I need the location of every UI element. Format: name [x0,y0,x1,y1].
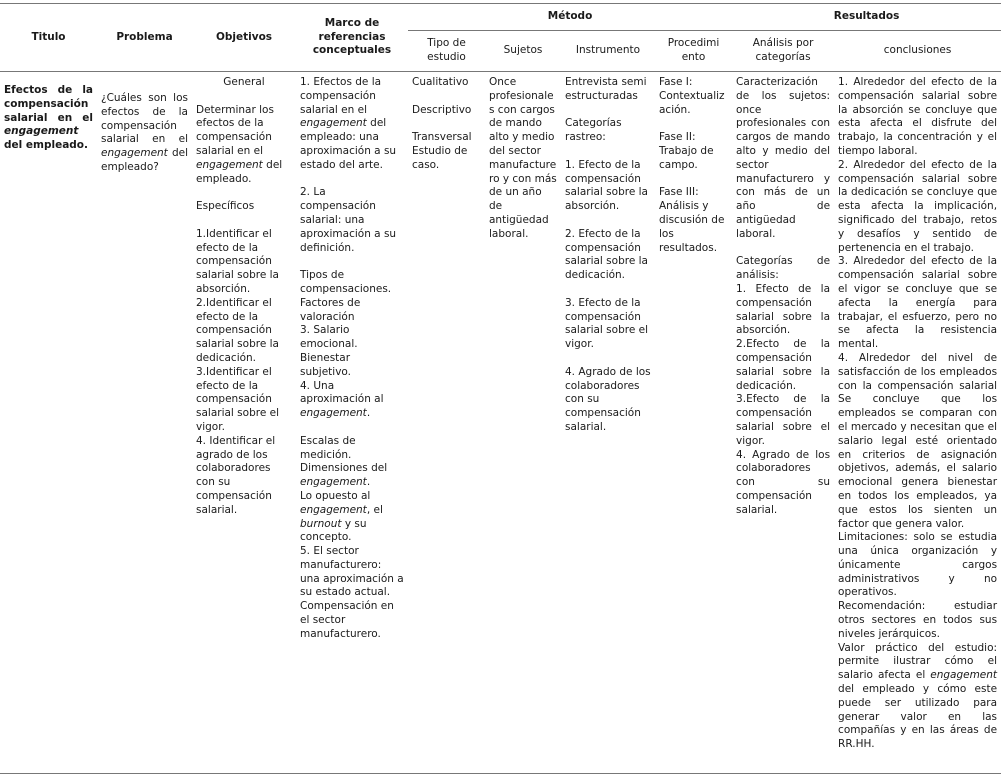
cell-paragraph [101,92,188,175]
italic-term: engagement [300,407,367,420]
paragraph-spacer [196,186,292,200]
cell-paragraph: 3. Alrededor del efecto de la compensación salarial sobre el vigor se concluye que se afecta la energía para trabajar, el esfuerzo, pero no se afecta la resistencia mental. [838,255,998,351]
header-resultados: Resultados [732,4,1001,31]
cell-paragraph: Factores de valoración [300,296,361,323]
text-segment: del empleado? [101,147,188,173]
paragraph-spacer [300,255,404,269]
cell-paragraph [300,462,404,490]
italic-term: engagement [101,147,168,160]
text-segment: del empleado. [196,158,283,185]
cell-sujetos [485,72,561,774]
header-procedimiento: Procedimi ento [655,31,732,72]
header-conclusiones: conclusiones [834,31,1001,72]
text-segment: del empleado: una aproximación a su estado del arte. [300,117,397,171]
cell-paragraph: 4. Agrado de los colaboradores con su compensación salarial. [736,448,831,516]
cell-paragraph: 1. Efecto de la compensación salarial sobre la absorción. [736,282,831,337]
cell-paragraph: 1. Alrededor del efecto de la compensación salarial sobre la absorción se concluye que esta afecta el disfrute del trabajo, la concentración y el tiempo laboral. [838,76,998,157]
paragraph-spacer [565,145,651,159]
cell-paragraph: Entrevista semi estructuradas [565,76,647,102]
paragraph-spacer [659,173,728,187]
cell-paragraph: 5. El sector manufacturero: una aproximación a su estado actual. [300,545,404,599]
header-analisis: Análisis por categorías [732,31,834,72]
text-segment: 1. Efectos de la compensación salarial en el [300,76,382,116]
header-titulo: Titulo [0,4,97,72]
cell-titulo [0,72,97,774]
cell-paragraph: 2.Efecto de la compensación salarial sobre la dedicación. [736,338,831,392]
cell-paragraph: 2. La compensación salarial: una aproximación a su definición. [300,186,397,254]
text-segment: . [366,407,371,420]
cell-paragraph: Transversal [412,131,472,144]
italic-term: engagement [300,117,367,130]
cell-paragraph [838,642,997,752]
cell-paragraph: 3.Efecto de la compensación salarial sobre el vigor. [736,393,831,447]
cell-paragraph: Tipos de compensaciones. [300,269,392,295]
italic-term: engagement [930,669,998,682]
header-instrumento: Instrumento [561,31,655,72]
cell-paragraph: Limitaciones: solo se estudia una única organización y únicamente cargos administrativos y no operativos. [838,531,998,599]
cell-paragraph: Fase III: Análisis y discusión de los resultados. [659,186,725,254]
cell-paragraph [300,380,404,421]
text-segment: Efectos de la compensación salarial en el [4,84,93,124]
table-row [0,72,1001,774]
cell-paragraph: 1.Identificar el efecto de la compensación salarial sobre la absorción. [196,227,279,295]
paragraph-spacer [412,90,481,104]
text-segment: . [366,476,371,489]
paragraph-spacer [565,352,651,366]
cell-conclusiones [834,72,1001,774]
paragraph-spacer [565,104,651,118]
cell-paragraph [4,84,93,153]
cell-paragraph: 2.Identificar el efecto de la compensación salarial sobre la dedicación. [196,296,279,364]
italic-term: engagement [300,476,367,489]
cell-paragraph: 2. Efecto de la compensación salarial sobre la dedicación. [565,227,648,282]
italic-term: engagement [300,503,367,516]
text-segment: del empleado y cómo este puede ser utilizado para generar valor en las compañías y en las áreas de RR.HH. [838,683,998,751]
cell-paragraph: 4. Agrado de los colaboradores con su compensación salarial. [565,365,651,433]
cell-marco [296,72,408,774]
cell-paragraph: Recomendación: estudiar otros sectores en todos sus niveles jerárquicos. [838,600,998,640]
cell-paragraph: Específicos [196,200,255,213]
cell-objetivos [192,72,296,774]
cell-paragraph [196,104,292,187]
cell-analisis [732,72,834,774]
cell-paragraph: Estudio de caso. [412,144,468,171]
text-segment: del empleado. [4,139,88,152]
italic-term: engagement [196,158,263,171]
cell-paragraph: Fase II: Trabajo de campo. [659,131,714,171]
cell-paragraph: 3. Efecto de la compensación salarial sobre el vigor. [565,296,649,351]
cell-paragraph: 4. Identificar el agrado de los colaboradores con su compensación salarial. [196,434,276,516]
text-segment: 4. Una aproximación al [300,379,384,406]
cell-paragraph: Cualitativo [412,76,469,88]
cell-paragraph: Descriptivo [412,103,472,116]
paragraph-spacer [412,117,481,131]
header-sujetos: Sujetos [485,31,561,72]
cell-paragraph: Caracterización de los sujetos: once profesionales con cargos de mando alto y medio del sector manufacturero y con más de un año de antigüedad laboral. [736,76,831,240]
cell-paragraph: 1. Efecto de la compensación salarial sobre la absorción. [565,158,648,213]
paragraph-spacer [736,242,830,256]
paragraph-spacer [565,283,651,297]
text-segment: , el [366,503,383,516]
cell-paragraph: 3. Salario emocional. [300,324,358,351]
text-segment: Valor práctico del estudio: permite ilustrar cómo el salario afecta el [838,641,998,682]
paragraph-spacer [196,90,292,104]
cell-paragraph: Once profesionales con cargos de mando alto y medio del sector manufacturero y con más de un año de antigüedad laboral. [489,76,557,240]
paragraph-spacer [300,421,404,435]
text-segment: Dimensiones del [300,462,388,475]
cell-paragraph [300,490,404,545]
cell-problema [97,72,192,774]
text-segment: y su concepto. [300,517,367,544]
cell-paragraph: Bienestar subjetivo. [300,351,351,378]
paragraph-spacer [196,214,292,228]
paragraph-spacer [565,214,651,228]
cell-paragraph: 3.Identificar el efecto de la compensación salarial sobre el vigor. [196,365,280,433]
header-metodo: Método [408,4,732,31]
italic-term: engagement [4,125,79,138]
cell-paragraph: Fase I: Contextualización. [659,76,725,116]
text-segment: Determinar los efectos de la compensación salarial en el [196,103,274,157]
cell-paragraph: Escalas de medición. [300,434,356,461]
cell-tipo-estudio [408,72,485,774]
cell-paragraph [300,76,404,173]
header-tipo-estudio: Tipo de estudio [408,31,485,72]
cell-procedimiento [655,72,732,774]
cell-paragraph: 2. Alrededor del efecto de la compensación salarial sobre la dedicación se concluye que esta afecta la implicación, significado del trabajo, retos y desafíos y sentido de pertenencia en el trabajo. [838,158,998,254]
cell-paragraph: 4. Alrededor del nivel de satisfacción de los empleados con la compensación salarial Se concluye que los empleados se comparan con el mercado y necesitan que el salario legal esté orientado en criterios de asignación objetivos, además, el salario emocional genera bienestar en todos los empleados, ya que estos los sienten un factor que genera valor. [838,351,998,530]
research-matrix-table [0,3,1001,774]
paragraph-spacer [300,173,404,187]
cell-paragraph: Categorías rastreo: [565,117,622,144]
cell-instrumento [561,72,655,774]
cell-paragraph: General [223,76,265,88]
paragraph-spacer [659,117,728,131]
text-segment: ¿Cuáles son los efectos de la compensación salarial en el [101,92,188,146]
cell-paragraph: Categorías de análisis: [736,255,831,282]
text-segment: Lo opuesto al [300,489,371,502]
italic-term: burnout [300,517,342,530]
header-marco: Marco de referencias conceptuales [296,4,408,72]
header-problema: Problema [97,4,192,72]
header-objetivos: Objetivos [192,4,296,72]
cell-paragraph: Compensación en el sector manufacturero. [300,600,394,640]
